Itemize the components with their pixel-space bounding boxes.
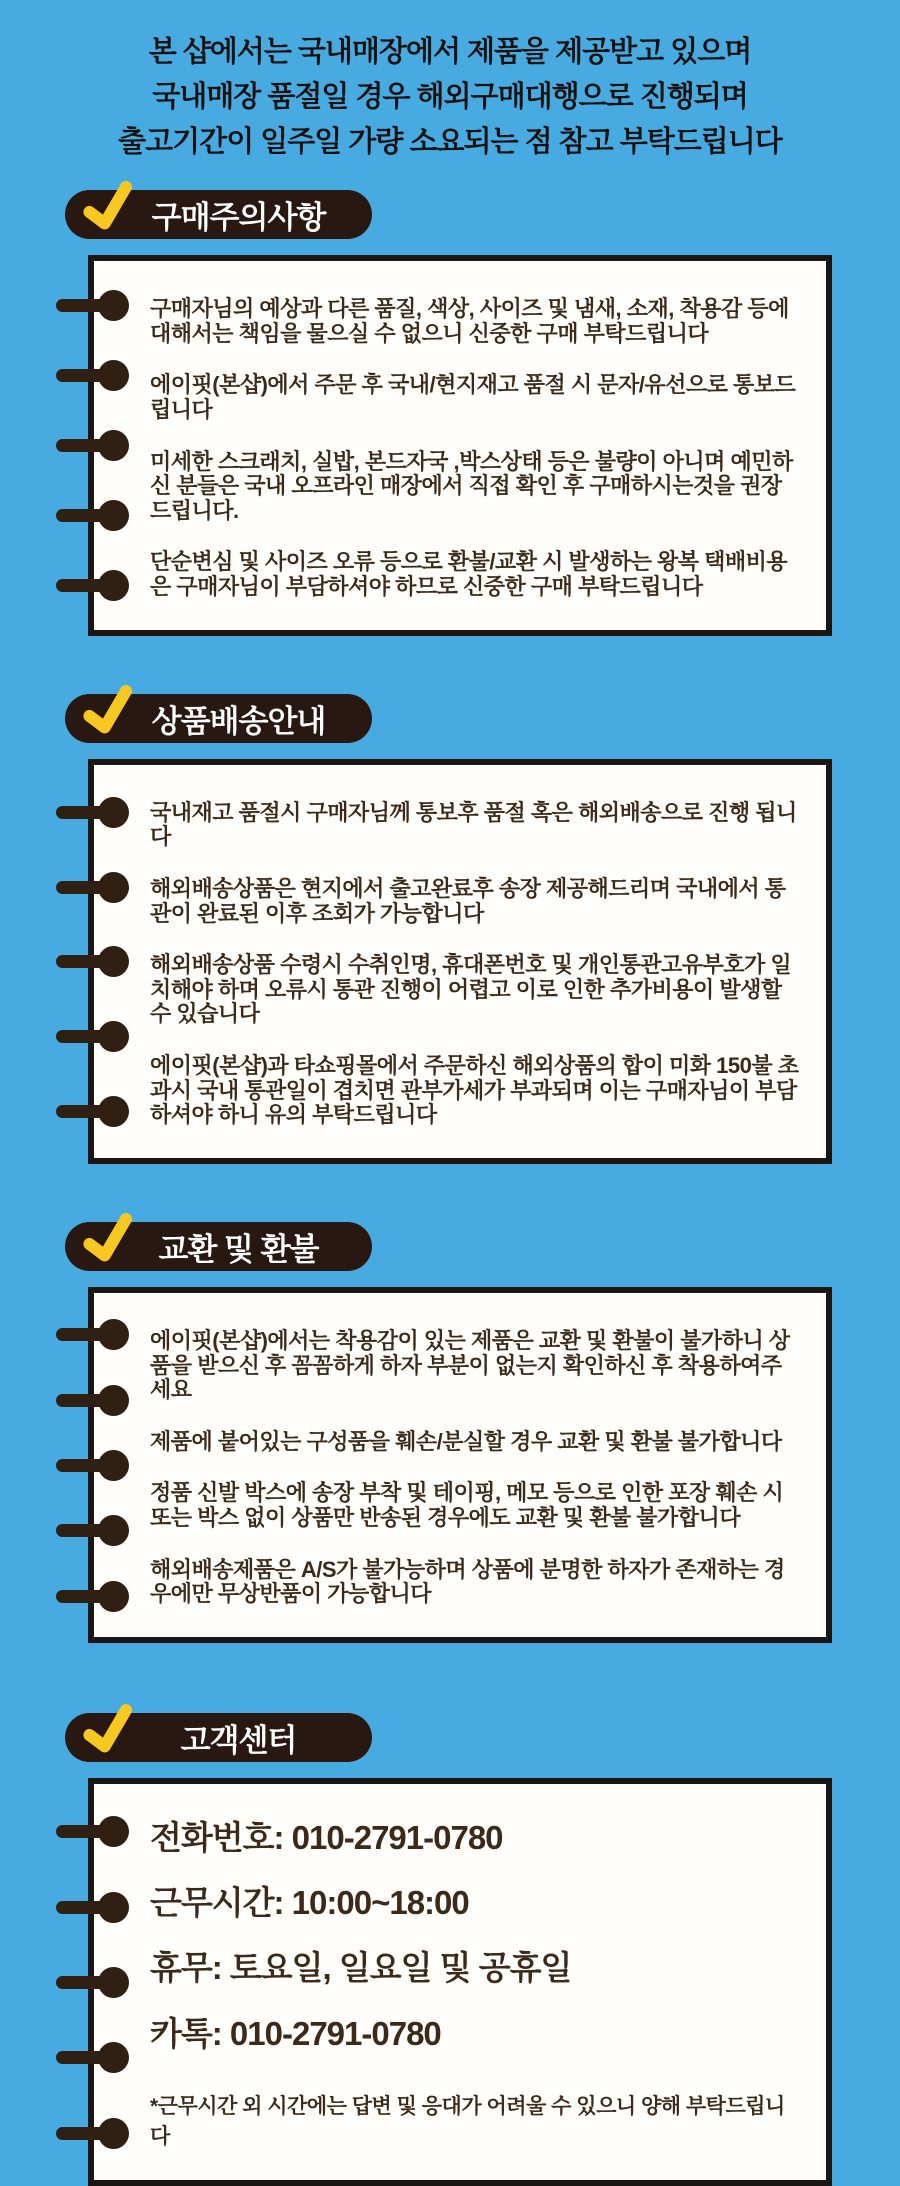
notice-item: 단순변심 및 사이즈 오류 등으로 환불/교환 시 발생하는 왕복 택배비용은 구매자님이 부담하셔야 하므로 신중한 구매 부탁드립니다: [150, 549, 788, 599]
notice-items: [150, 297, 802, 600]
section-title-badge: [65, 190, 372, 239]
notice-section: [0, 694, 900, 1164]
checkmark-icon: [78, 1700, 137, 1759]
binder-pin-icon: [56, 290, 129, 321]
section-title-badge: [65, 1222, 372, 1271]
binder-pin-icon: [56, 500, 129, 531]
store-notice-header: [0, 0, 900, 165]
notice-sections: [0, 190, 900, 2186]
notice-box: [88, 759, 832, 1164]
notice-items: [150, 1329, 802, 1607]
notice-items: [150, 1820, 802, 2150]
checkmark-icon: [78, 681, 137, 740]
binder-pin-icon: [56, 2118, 129, 2149]
binder-pin-icon: [56, 1319, 129, 1350]
notice-item: 해외배송상품 수령시 수취인명, 휴대폰번호 및 개인통관고유부호가 일치해야 하며 오류시 통관 진행이 어렵고 이로 인한 추가비용이 발생할 수 있습니다: [150, 952, 792, 1027]
binder-pin-icon: [56, 946, 129, 977]
notice-item: 카톡: 010-2791-0780: [150, 2014, 441, 2052]
notice-item: 에이핏(본샵)에서는 착용감이 있는 제품은 교환 및 환불이 불가하니 상품을 받으신 후 꼼꼼하게 하자 부분이 없는지 확인하신 후 착용하여주세요: [150, 1327, 790, 1403]
notice-box: [88, 255, 832, 636]
binder-pin-icon: [56, 1096, 129, 1127]
notice-note: *근무시간 외 시간에는 답변 및 응대가 어려울 수 있으니 양해 부탁드립니다: [150, 2095, 785, 2149]
checkmark-icon: [78, 1209, 137, 1268]
notice-section: [0, 1713, 900, 2186]
binder-pin-icon: [56, 570, 129, 601]
notice-item: 제품에 붙어있는 구성품을 훼손/분실할 경우 교환 및 환불 불가합니다: [150, 1428, 782, 1454]
notice-item: 해외배송제품은 A/S가 불가능하며 상품에 분명한 하자가 존재하는 경우에만 무상반품이 가능합니다: [150, 1556, 785, 1607]
section-title: 고객센터: [180, 1722, 297, 1758]
checkmark-icon: [78, 177, 137, 236]
binder-pin-icon: [56, 872, 129, 903]
notice-item: 구매자님의 예상과 다른 품질, 색상, 사이즈 및 냄새, 소재, 착용감 등에 대해서는 책임을 물으실 수 없으니 신중한 구매 부탁드립니다: [150, 296, 789, 346]
binder-pin-icon: [56, 1385, 129, 1416]
notice-item: 해외배송상품은 현지에서 출고완료후 송장 제공해드리며 국내에서 통관이 완료된 이후 조회가 가능합니다: [150, 875, 786, 926]
section-title: 교환 및 환불: [158, 1231, 319, 1267]
binder-pin-icon: [56, 1021, 129, 1052]
notice-item: 전화번호: 010-2791-0780: [150, 1818, 503, 1856]
binder-pin-icon: [56, 1450, 129, 1481]
section-title: 상품배송안내: [151, 703, 326, 739]
binder-pin-icon: [56, 360, 129, 391]
section-title-badge: [65, 694, 372, 743]
binder-pin-icon: [56, 1967, 129, 1998]
intro-line: 본 샵에서는 국내매장에서 제품을 제공받고 있으며: [148, 36, 752, 68]
notice-item: 에이핏(본샵)과 타쇼핑몰에서 주문하신 해외상품의 합이 미화 150불 초과시 국내 통관일이 겹치면 관부가세가 부과되며 이는 구매자님이 부담하셔야 하니 유의 부탁드립니다: [150, 1053, 799, 1128]
notice-item: 휴무: 토요일, 일요일 및 공휴일: [150, 1949, 572, 1987]
notice-item: 근무시간: 10:00~18:00: [150, 1884, 469, 1922]
section-title: 구매주의사항: [151, 200, 326, 235]
notice-item: 국내재고 품절시 구매자님께 통보후 품절 혹은 해외배송으로 진행 됩니다: [150, 799, 797, 850]
binder-pin-icon: [56, 1581, 129, 1612]
binder-pin-icon: [56, 2042, 129, 2073]
notice-box: [88, 1778, 832, 2186]
binder-pin-icon: [56, 1816, 129, 1847]
notice-item: 미세한 스크래치, 실밥, 본드자국 ,박스상태 등은 불량이 아니며 예민하신 분들은 국내 오프라인 매장에서 직접 확인 후 구매하시는것을 권장 드립니다.: [150, 448, 793, 523]
notice-box: [88, 1287, 832, 1643]
binder-pin-icon: [56, 1515, 129, 1546]
notice-items: [150, 801, 802, 1128]
binder-pin-icon: [56, 1892, 129, 1923]
notice-item: 에이핏(본샵)에서 주문 후 국내/현지재고 품절 시 문자/유선으로 통보드립니다: [150, 372, 796, 422]
intro-line: 출고기간이 일주일 가량 소요되는 점 참고 부탁드립니다: [118, 126, 782, 158]
binder-pin-icon: [56, 797, 129, 828]
notice-section: [0, 1222, 900, 1643]
section-title-badge: [65, 1713, 372, 1762]
notice-section: [0, 190, 900, 636]
binder-pin-icon: [56, 430, 129, 461]
intro-line: 국내매장 품절일 경우 해외구매대행으로 진행되며: [152, 81, 748, 113]
notice-item: 정품 신발 박스에 송장 부착 및 테이핑, 메모 등으로 인한 포장 훼손 시 또는 박스 없이 상품만 반송된 경우에도 교환 및 환불 불가합니다: [150, 1480, 784, 1530]
